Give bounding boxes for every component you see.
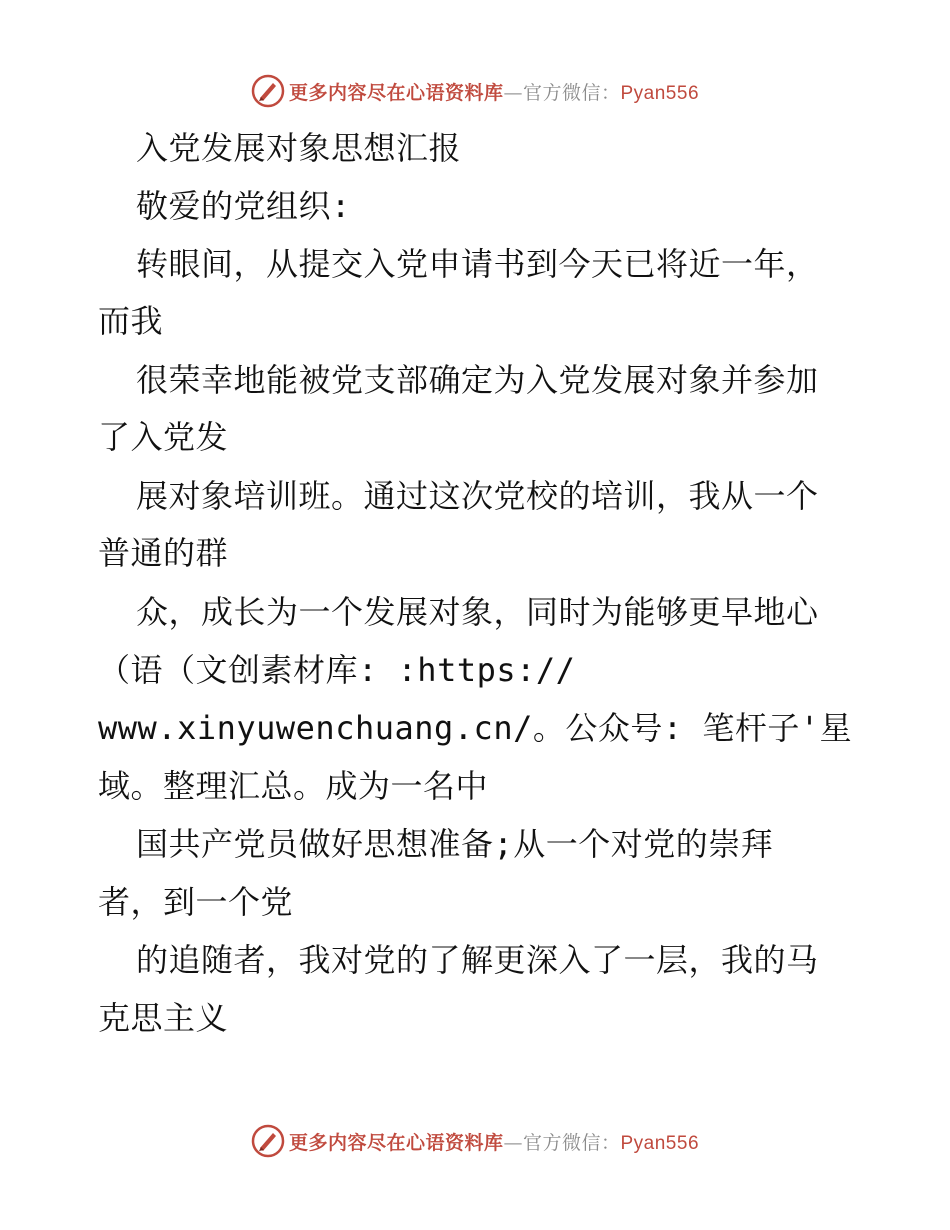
doc-line: 国共产党员做好思想准备;从一个对党的崇拜 [136, 825, 774, 863]
doc-line: 普通的群 [98, 534, 229, 572]
footer-brand-text: 更多内容尽在心语资料库 [288, 1131, 504, 1154]
doc-line: 的追随者，我对党的了解更深入了一层，我的马 [136, 941, 819, 979]
header-brand-text: 更多内容尽在心语资料库 [288, 81, 504, 104]
doc-line: 了入党发 [98, 418, 229, 456]
header-wechat-label: 官方微信： [522, 81, 621, 104]
doc-line: 众，成长为一个发展对象，同时为能够更早地心 [136, 593, 819, 631]
footer-wechat-id: Pyan556 [620, 1132, 700, 1154]
doc-line: 转眼间，从提交入党申请书到今天已将近一年， [136, 245, 819, 283]
footer-banner [0, 1121, 950, 1161]
doc-title: 入党发展对象思想汇报 [136, 129, 462, 167]
doc-line: 域。整理汇总。成为一名中 [98, 767, 489, 805]
footer-wechat-label: 官方微信： [522, 1131, 621, 1154]
doc-line: 敬爱的党组织: [136, 187, 351, 225]
doc-line: www.xinyuwenchuang.cn/。公众号: 笔杆子'星 [98, 709, 853, 747]
doc-line: 展对象培训班。通过这次党校的培训，我从一个 [136, 477, 819, 515]
footer-dash: — [503, 1131, 523, 1154]
brand-logo-icon [251, 1124, 285, 1158]
doc-line: 而我 [98, 302, 164, 340]
header-wechat-id: Pyan556 [620, 82, 700, 104]
doc-line: （语（文创素材库: :https:// [98, 651, 576, 689]
doc-line: 克思主义 [98, 999, 229, 1037]
doc-line: 很荣幸地能被党支部确定为入党发展对象并参加 [136, 361, 819, 399]
header-dash: — [503, 81, 523, 104]
doc-line: 者，到一个党 [98, 883, 294, 921]
